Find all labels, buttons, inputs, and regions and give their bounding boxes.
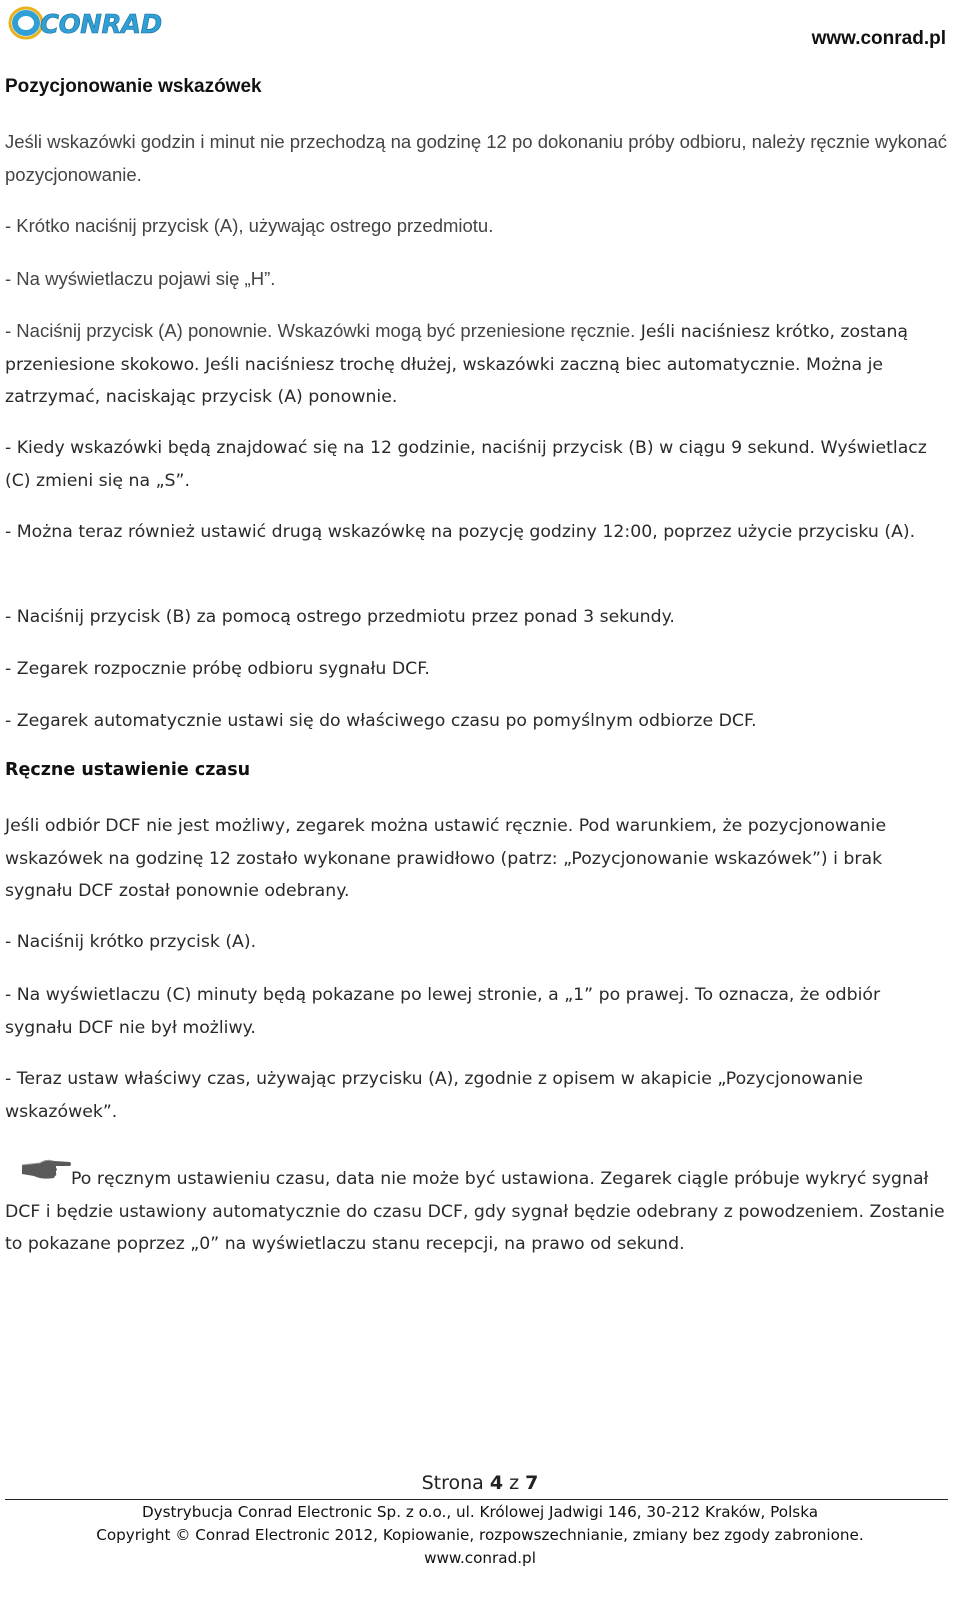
section-title-positioning: Pozycjonowanie wskazówek [5, 76, 262, 97]
page-header [0, 0, 960, 60]
svg-text:CONRAD: CONRAD [40, 10, 162, 40]
site-url[interactable]: www.conrad.pl [811, 28, 946, 49]
footer-address: Dystrybucja Conrad Electronic Sp. z o.o., ul. Królowej Jadwigi 146, 30-212 Kraków, Polska [141, 1503, 819, 1521]
footer-divider [5, 1499, 948, 1500]
footer-url[interactable]: www.conrad.pl [424, 1549, 536, 1567]
pointing-hand-icon [20, 1156, 72, 1180]
paragraph: - Można teraz również ustawić drugą wskazówkę na pozycję godziny 12:00, poprzez użycie przycisku (A). [5, 522, 916, 542]
conrad-logo [6, 2, 166, 44]
paragraph-part: - Naciśnij przycisk (A) ponownie. Wskazówki mogą być przeniesione ręcznie. [5, 320, 636, 341]
paragraph: - Teraz ustaw właściwy czas, używając przycisku (A), zgodnie z opisem w akapicie „Pozycjonowanie wskazówek”. [5, 1069, 863, 1122]
paragraph [5, 315, 950, 414]
paragraph: - Krótko naciśnij przycisk (A), używając ostrego przedmiotu. [5, 215, 494, 236]
paragraph: Jeśli wskazówki godzin i minut nie przechodzą na godzinę 12 po dokonaniu próby odbioru, należy ręcznie wykonać pozycjonowanie. [5, 131, 947, 185]
paragraph: - Na wyświetlaczu pojawi się „H”. [5, 268, 276, 289]
page-prefix: Strona [421, 1472, 490, 1494]
note-paragraph: Po ręcznym ustawieniu czasu, data nie może być ustawiona. Zegarek ciągle próbuje wykryć sygnał DCF i będzie ustawiony automatycznie do czasu DCF, gdy sygnał będzie odebrany z powodzeniem. Zostanie to pokazane poprzez „0” na wyświetlaczu stanu recepcji, na prawo od sekund. [5, 1169, 945, 1254]
paragraph: - Zegarek automatycznie ustawi się do właściwego czasu po pomyślnym odbiorze DCF. [5, 711, 757, 731]
page-total: 7 [525, 1472, 539, 1494]
page-number [0, 1472, 960, 1494]
paragraph: - Na wyświetlaczu (C) minuty będą pokazane po lewej stronie, a „1” po prawej. To oznacza, że odbiór sygnału DCF nie był możliwy. [5, 985, 881, 1038]
page-current: 4 [489, 1472, 504, 1494]
paragraph: - Kiedy wskazówki będą znajdować się na 12 godzinie, naciśnij przycisk (B) w ciągu 9 sekund. Wyświetlacz (C) zmieni się na „S”. [5, 438, 927, 491]
paragraph: - Naciśnij przycisk (B) za pomocą ostrego przedmiotu przez ponad 3 sekundy. [5, 607, 675, 627]
paragraph: Jeśli odbiór DCF nie jest możliwy, zegarek można ustawić ręcznie. Pod warunkiem, że pozycjonowanie wskazówek na godzinę 12 zostało wykonane prawidłowo (patrz: „Pozycjonowanie wskazówek”) i brak sygnału DCF został ponownie odebrany. [5, 816, 887, 901]
section-title-manual-time: Ręczne ustawienie czasu [5, 760, 251, 780]
paragraph: - Naciśnij krótko przycisk (A). [5, 932, 257, 952]
paragraph: - Zegarek rozpocznie próbę odbioru sygnału DCF. [5, 659, 430, 679]
footer-copyright: Copyright © Conrad Electronic 2012, Kopiowanie, rozpowszechnianie, zmiany bez zgody zabronione. [96, 1526, 864, 1544]
page-sep: z [503, 1472, 526, 1494]
paragraph-part: Jeśli naciśniesz krótko, zostaną przeniesione skokowo. Jeśli naciśniesz trochę dłużej, wskazówki zaczną biec automatycznie. Można je zatrzymać, naciskając przycisk (A) ponownie. [5, 322, 908, 407]
